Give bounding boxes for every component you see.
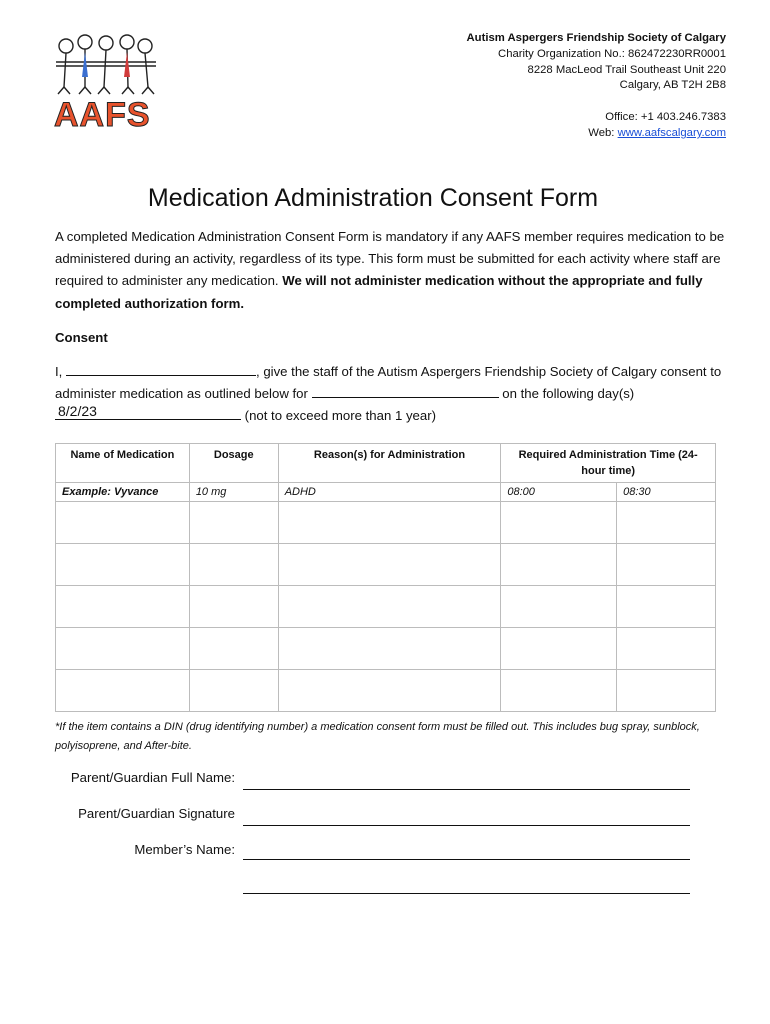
- example-time-1: 08:00: [501, 483, 617, 502]
- dates-value: 8/2/23: [58, 403, 97, 420]
- header-admin-time: Required Administration Time (24-hour time): [501, 444, 716, 483]
- extra-line[interactable]: [243, 893, 690, 894]
- example-dosage: 10 mg: [189, 483, 278, 502]
- table-header-row: [56, 444, 716, 483]
- member-name-label: Member’s Name:: [134, 842, 235, 857]
- example-medication: Example: Vyvance: [56, 483, 190, 502]
- consent-i: I,: [55, 364, 63, 379]
- table-row[interactable]: [56, 502, 716, 544]
- website-link[interactable]: www.aafscalgary.com: [617, 126, 726, 139]
- medication-table: [55, 443, 716, 712]
- address-line-1: 8228 MacLeod Trail Southeast Unit 220: [527, 63, 726, 76]
- header-medication: Name of Medication: [56, 444, 190, 483]
- member-name-line[interactable]: [243, 859, 690, 860]
- consent-heading: Consent: [55, 330, 108, 345]
- dates-blank[interactable]: [55, 403, 241, 420]
- example-row: [56, 483, 716, 502]
- office-phone: Office: +1 403.246.7383: [605, 111, 726, 124]
- guardian-name-blank[interactable]: [66, 362, 256, 376]
- page-title: Medication Administration Consent Form: [147, 184, 599, 212]
- table-row[interactable]: [56, 544, 716, 586]
- web-label: Web:: [588, 126, 618, 139]
- full-name-label: Parent/Guardian Full Name:: [70, 770, 235, 785]
- consent-text-2: on the following day(s): [502, 386, 635, 402]
- website: [467, 126, 726, 142]
- logo-text: AAFS: [54, 96, 151, 132]
- consent-text-3: (not to exceed more than 1 year): [244, 408, 436, 424]
- intro-text: A completed Medication Administration Consent Form is mandatory if any AAFS member requires medication to be administered during an activity, regardless of its type. This form must be submitted for each activity where staff are required to administer any medication.: [55, 229, 725, 289]
- address-line-2: Calgary, AB T2H 2B8: [619, 79, 726, 92]
- full-name-line[interactable]: [243, 789, 690, 790]
- consent-paragraph: [55, 361, 735, 428]
- charity-number: Charity Organization No.: 862472230RR0001: [498, 47, 726, 60]
- intro-bold-text: We will not administer medication without the appropriate and fully completed authorization form.: [55, 273, 703, 311]
- org-name: Autism Aspergers Friendship Society of Calgary: [466, 32, 726, 44]
- consent-text-1: , give the staff of the Autism Aspergers Friendship Society of Calgary consent to administer medication as outlined below for: [55, 364, 722, 402]
- table-row[interactable]: [56, 670, 716, 712]
- member-name-blank[interactable]: [312, 384, 499, 398]
- example-reason: ADHD: [278, 483, 501, 502]
- organization-info: [467, 31, 726, 142]
- table-row[interactable]: [56, 628, 716, 670]
- signature-label: Parent/Guardian Signature: [78, 806, 235, 821]
- header-reason: Reason(s) for Administration: [278, 444, 501, 483]
- intro-paragraph: [55, 226, 735, 315]
- header-dosage: Dosage: [189, 444, 278, 483]
- din-footnote: *If the item contains a DIN (drug identifying number) a medication consent form must be filled out. This includes bug spray, sunblock, polyisoprene, and After-bite.: [55, 721, 700, 752]
- aafs-logo: [52, 32, 160, 132]
- example-time-2: 08:30: [617, 483, 716, 502]
- table-row[interactable]: [56, 586, 716, 628]
- signature-line[interactable]: [243, 825, 690, 826]
